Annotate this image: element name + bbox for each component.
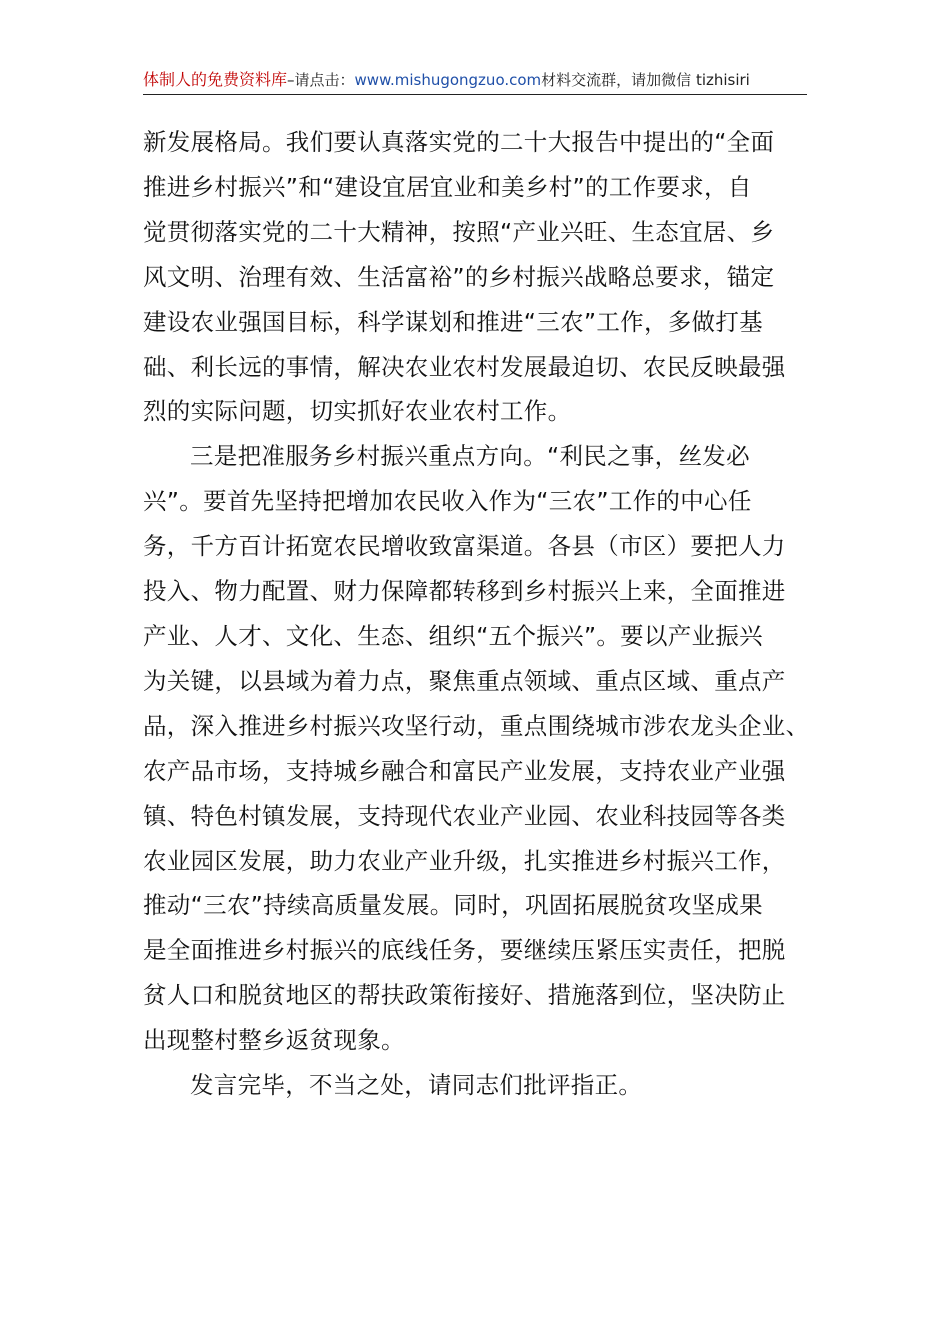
text-line: 兴”。要首先坚持把增加农民收入作为“三农”工作的中心任 bbox=[143, 487, 752, 516]
text-line: 础、利长远的事情，解决农业农村发展最迫切、农民反映最强 bbox=[143, 352, 786, 381]
text-line: 镇、特色村镇发展，支持现代农业产业园、农业科技园等各类 bbox=[143, 801, 786, 830]
document-body bbox=[143, 120, 815, 1108]
text-line: 出现整村整乡返贫现象。 bbox=[143, 1026, 405, 1055]
header-url-link[interactable]: www.mishugongzuo.com bbox=[354, 71, 542, 89]
paragraph-closing bbox=[143, 1063, 815, 1108]
text-line: 投入、物力配置、财力保障都转移到乡村振兴上来，全面推进 bbox=[143, 577, 786, 606]
text-line: 为关键，以县域为着力点，聚焦重点领域、重点区域、重点产 bbox=[143, 666, 786, 695]
paragraph-point-three bbox=[143, 434, 815, 1063]
text-line: 三是把准服务乡村振兴重点方向。“利民之事，丝发必 bbox=[190, 442, 750, 471]
text-line: 发言完毕，不当之处，请同志们批评指正。 bbox=[190, 1071, 643, 1100]
header-prompt: –请点击： bbox=[287, 71, 355, 89]
paragraph-continued bbox=[143, 120, 815, 434]
header-brand: 体制人的免费资料库 bbox=[143, 70, 288, 89]
text-line: 推进乡村振兴”和“建设宜居宜业和美乡村”的工作要求，自 bbox=[143, 172, 752, 201]
text-line: 产业、人才、文化、生态、组织“五个振兴”。要以产业振兴 bbox=[143, 621, 763, 650]
text-line: 推动“三农”持续高质量发展。同时，巩固拓展脱贫攻坚成果 bbox=[143, 891, 763, 920]
header-wechat-note: 材料交流群，请加微信 tizhisiri bbox=[541, 71, 750, 89]
text-line: 农产品市场，支持城乡融合和富民产业发展，支持农业产业强 bbox=[143, 756, 786, 785]
text-line: 务，千方百计拓宽农民增收致富渠道。各县（市区）要把人力 bbox=[143, 532, 786, 561]
text-line: 觉贯彻落实党的二十大精神，按照“产业兴旺、生态宜居、乡 bbox=[143, 217, 775, 246]
text-line: 建设农业强国目标，科学谋划和推进“三农”工作，多做打基 bbox=[143, 307, 763, 336]
text-line: 烈的实际问题，切实抓好农业农村工作。 bbox=[143, 397, 572, 426]
text-line: 新发展格局。我们要认真落实党的二十大报告中提出的“全面 bbox=[143, 128, 775, 156]
text-line: 贫人口和脱贫地区的帮扶政策衔接好、措施落到位，坚决防止 bbox=[143, 981, 786, 1010]
text-line: 风文明、治理有效、生活富裕”的乡村振兴战略总要求，锚定 bbox=[143, 262, 775, 291]
page-header bbox=[143, 66, 807, 95]
text-line: 是全面推进乡村振兴的底线任务，要继续压紧压实责任，把脱 bbox=[143, 936, 786, 965]
text-line: 农业园区发展，助力农业产业升级，扎实推进乡村振兴工作， bbox=[143, 846, 786, 875]
text-line: 品，深入推进乡村振兴攻坚行动，重点围绕城市涉农龙头企业、 bbox=[143, 711, 810, 740]
